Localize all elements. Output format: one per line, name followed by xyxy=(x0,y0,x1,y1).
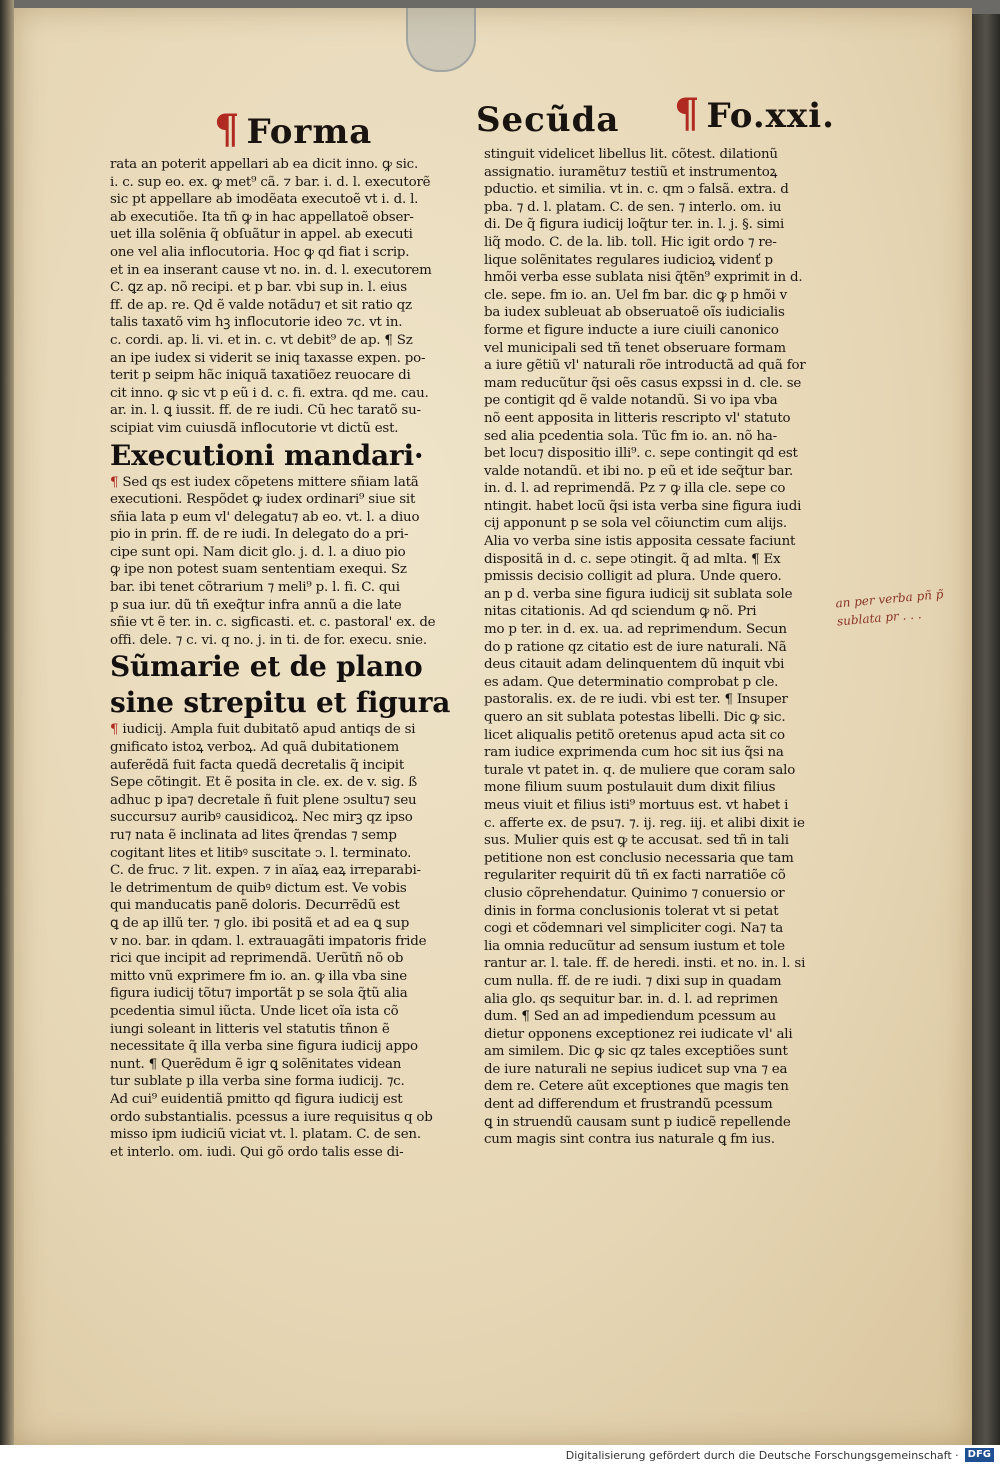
text-line: cit inno. ꝙ sic vt p eũ i d. c. fi. extra. qd me. cau. xyxy=(110,385,429,401)
text-line: executioni. Respõdet ꝙ iudex ordinari⁹ siue sit xyxy=(110,492,416,508)
text-line: C. ꝗz ap. nõ recipi. et p bar. vbi sup in. l. eius xyxy=(110,280,407,296)
text-line: pe contigit qd ẽ valde notandũ. Si vo ipa vba xyxy=(484,393,778,409)
text-line: Sepe cõtingit. Et ẽ posita in cle. ex. de v. sig. ß xyxy=(110,775,418,791)
text-line: Ad cui⁹ euidentiã pmitto qd figura iudicij est xyxy=(110,1091,403,1107)
text-line: alia glo. qs sequitur bar. in. d. l. ad reprimen xyxy=(484,991,778,1007)
text-line: et interlo. om. iudi. Qui gõ ordo talis esse di- xyxy=(110,1144,404,1160)
text-line: am similem. Dic ꝙ sic qz tales exceptiões sunt xyxy=(484,1044,788,1060)
text-line: sñie vt ẽ ter. in. c. sigficasti. et. c. pastoral' ex. de xyxy=(110,615,436,631)
text-line: turale vt patet in. q. de muliere que coram salo xyxy=(484,762,796,778)
footer-bar xyxy=(0,1445,1000,1465)
text-line: ꝗ in struendũ causam sunt p iudicẽ repellende xyxy=(484,1114,791,1130)
text-line: mitto vnũ exprimere fm io. an. ꝙ illa vba sine xyxy=(110,968,407,984)
pilcrow-icon: ¶ xyxy=(214,106,241,153)
running-head-middle: Secũda xyxy=(476,100,620,140)
text-line: de iure naturali ne sepius iudicet sup vna ⁊ ea xyxy=(484,1061,788,1077)
text-line: nitas citationis. Ad qd sciendum ꝙ nõ. Pri xyxy=(484,604,757,620)
text-line: vel municipali sed tñ tenet obseruare formam xyxy=(484,340,786,356)
text-line: rata an poterit appellari ab ea dicit inno. ꝙ sic. xyxy=(110,157,419,172)
running-head-left xyxy=(214,106,372,153)
folio-number-text: Fo.xxi. xyxy=(706,96,835,136)
book-spine-edge xyxy=(0,0,14,1445)
text-line: do p ratione qz citatio est de iure naturali. Nã xyxy=(484,639,787,655)
pilcrow-icon: ¶ xyxy=(110,474,119,490)
text-line: lia omnia reducũtur ad sensum iustum et tole xyxy=(484,938,785,954)
text-line: talis taxatõ vim hꝫ inflocutorie ideo ⁊c. vt in. xyxy=(110,315,403,331)
text-line: an p d. verba sine figura iudicij sit sublata sole xyxy=(484,586,793,602)
text-line: dent ad differendum et frustrandũ pcessum xyxy=(484,1097,773,1113)
left-column xyxy=(110,156,452,1161)
text-line: ba iudex subleuat ab obseruatoẽ oĩs iudicialis xyxy=(484,305,785,321)
text-line: et in ea inserant cause vt no. in. d. l. executorem xyxy=(110,262,432,278)
text-line: pductio. et similia. vt in. c. qm ↄ falsã. extra. d xyxy=(484,182,789,198)
dfg-logo: DFG xyxy=(965,1448,994,1462)
text-line: mone filium suum postulauit dum dixit filius xyxy=(484,780,776,796)
text-line: tur sublate p illa verba sine forma iudicij. ⁊c. xyxy=(110,1074,405,1090)
text-line: cogi et cõdemnari vel simpliciter cogi. Na⁊ ta xyxy=(484,921,784,937)
text-line: mo p ter. in d. ex. ua. ad reprimendum. Secun xyxy=(484,622,787,638)
text-line: iungi soleant in litteris vel statutis tñnon ẽ xyxy=(110,1021,390,1037)
text-line: meus viuit et filius isti⁹ mortuus est. vt habet i xyxy=(484,797,789,813)
text-line: ar. in. l. ꝗ iussit. ff. de re iudi. Cũ hec taratõ su- xyxy=(110,403,421,419)
text-line: dum. ¶ Sed an ad impediendum pcessum au xyxy=(484,1009,776,1025)
text-line: lique solẽnitates regulares iudicioꝝ videnť p xyxy=(484,252,773,268)
text-line: stinguit videlicet libellus lit. cõtest. dilationũ xyxy=(484,147,778,162)
text-line: licet aliqualis petitõ oretenus apud acta sit co xyxy=(484,727,785,743)
text-line: C. de fruc. ⁊ lit. expen. ⁊ in aïaꝝ eaꝝ irreparabi- xyxy=(110,863,421,879)
text-line: rici que incipit ad reprimendã. Uerũtñ nõ ob xyxy=(110,951,404,967)
text-line: succursu⁊ auribꝰ causidicoꝝ. Nec mirꝫ qz ipso xyxy=(110,810,413,826)
text-line: sed alia pcedentia sola. Tũc fm io. an. nõ ha- xyxy=(484,428,777,444)
text-line: c. cordi. ap. li. vi. et in. c. vt debit⁹ de ap. ¶ Sz xyxy=(110,332,413,348)
text-line: liq̃ modo. C. de la. lib. toll. Hic igit ordo ⁊ re- xyxy=(484,234,777,250)
pilcrow-icon: ¶ xyxy=(110,722,119,738)
manuscript-page xyxy=(14,8,972,1445)
book-fore-edge xyxy=(972,14,1000,1445)
text-line: ru⁊ nata ẽ inclinata ad lites q̃rendas ⁊ semp xyxy=(110,828,397,843)
text-line: a iure gẽtiũ vl' naturali rõe introductã ad quã for xyxy=(484,358,806,374)
text-line: misso ipm iudiciũ viciat vt. l. platam. C. de sen. xyxy=(110,1127,421,1143)
text-line: nunt. ¶ Querẽdum ẽ igr ꝗ solẽnitates videan xyxy=(110,1056,402,1072)
text-line: gnificato istoꝝ verboꝝ. Ad quã dubitationem xyxy=(110,740,399,756)
text-line: necessitate q̃ illa verba sine figura iudicij appo xyxy=(110,1039,418,1055)
text-line: hmõi verba esse sublata nisi q̃tẽn⁹ exprimit in d. xyxy=(484,270,803,286)
text-line: pio in prin. ff. de re iudi. In delegato do a pri- xyxy=(110,527,409,543)
marginal-annotation: an per verba pñ p̃ sublata pr . . . xyxy=(834,587,944,629)
text-line: figura iudicij tõtu⁊ importãt p se sola q̃tũ alia xyxy=(110,986,408,1002)
text-line: bar. ibi tenet cõtrarium ⁊ meli⁹ p. l. fi. C. qui xyxy=(110,580,400,596)
text-line: scipiat vim cuiusdã inflocutorie vt dictũ est. xyxy=(110,420,399,436)
left-column-block-a xyxy=(110,156,452,438)
text-line: i. c. sup eo. ex. ꝙ met⁹ cã. ⁊ bar. i. d. l. executorẽ xyxy=(110,174,431,190)
text-line: assignatio. iuramẽtu⁊ testiũ et instrumentoꝝ xyxy=(484,164,778,180)
text-line: le detrimentum de quibꝰ dictum est. Ve vobis xyxy=(110,880,407,896)
text-line: di. De q̃ figura iudicij loq̃tur ter. in. l. j. §. simi xyxy=(484,217,785,233)
text-line: sus. Mulier quis est ꝙ te accusat. sed tñ in tali xyxy=(484,833,789,849)
text-line: adhuc p ipa⁊ decretale ñ fuit plene ↄsultu⁊ seu xyxy=(110,792,417,808)
text-line: sñia lata p eum vl' delegatu⁊ ab eo. vt. l. a diuo xyxy=(110,509,420,525)
text-line: pba. ⁊ d. l. platam. C. de sen. ⁊ interlo. om. iu xyxy=(484,199,782,215)
text-line: cum nulla. ff. de re iudi. ⁊ dixi sup in quadam xyxy=(484,973,782,989)
text-line: ff. de ap. re. Qd ẽ valde notãdu⁊ et sit ratio qz xyxy=(110,297,412,313)
text-line: cle. sepe. fm io. an. Uel fm bar. dic ꝙ p hmõi v xyxy=(484,287,787,303)
left-column-block-b xyxy=(110,474,452,650)
text-line: ꝙ ipe non potest suam sententiam exequi. Sz xyxy=(110,562,407,578)
right-column xyxy=(484,146,822,1149)
text-line: pastoralis. ex. de re iudi. vbi est ter. ¶ Insuper xyxy=(484,692,788,708)
text-line: rantur ar. l. tale. ff. de heredi. insti. et no. in. l. si xyxy=(484,956,806,972)
text-line: quero an sit sublata potestas libelli. Dic ꝙ sic. xyxy=(484,710,786,725)
text-line: ¶ Sed qs est iudex cõpetens mittere sñiam latã xyxy=(110,474,419,490)
text-line: clusio cõprehendatur. Quinimo ⁊ conuersio or xyxy=(484,885,785,901)
text-line: dem re. Cetere aũt exceptiones que magis ten xyxy=(484,1079,789,1095)
text-line: c. afferte ex. de psu⁊. ⁊. ij. reg. iij. et alibi dixit ie xyxy=(484,815,805,831)
left-column-block-c xyxy=(110,721,452,1161)
text-line: cipe sunt opi. Nam dicit glo. j. d. l. a diuo pio xyxy=(110,544,406,560)
text-line: Alia vo verba sine istis apposita cessate faciunt xyxy=(484,534,796,550)
running-head-left-text: Forma xyxy=(246,112,373,152)
text-line: cij apponunt p se sola vel cõiunctim cum alijs. xyxy=(484,516,787,532)
text-line: petitione non est conclusio necessaria que tam xyxy=(484,850,794,866)
text-line: p sua iur. dũ tñ exeq̃tur infra annũ a die late xyxy=(110,597,402,613)
section-heading-summarie-1: Sũmarie et de plano xyxy=(110,650,423,684)
text-line: terit p seipm hãc iniquã taxatiõez reuocare di xyxy=(110,368,411,384)
text-line: forme et figure inducte a iure ciuili canonico xyxy=(484,322,779,338)
text-line: ram iudice exprimenda cum hoc sit ius q̃si na xyxy=(484,745,784,761)
text-line: in. d. l. ad reprimendã. Pz ⁊ ꝙ illa cle. sepe co xyxy=(484,481,786,497)
text-line: uet illa solẽnia q̃ obſuãtur in appel. ab executi xyxy=(110,227,413,243)
section-heading-execution: Executioni mandari· xyxy=(110,438,424,472)
text-line: nõ eent apposita in litteris rescripto vl' statuto xyxy=(484,410,791,426)
folio-number xyxy=(674,90,835,137)
text-line: pcedentia simul iũcta. Unde licet oĩa ista cõ xyxy=(110,1003,399,1019)
text-line: auferẽdã fuit facta quedã decretalis q̃ incipit xyxy=(110,757,405,773)
section-heading-summarie-2: sine strepitu et figura xyxy=(110,686,451,720)
text-line: ꝗ de ap illũ ter. ⁊ glo. ibi positã et ad ea ꝗ sup xyxy=(110,915,410,931)
text-line: regulariter requirit dũ tñ ex facti narratiõe cõ xyxy=(484,868,786,884)
text-line: dietur opponens exceptionez rei iudicate vl' ali xyxy=(484,1026,793,1042)
text-line: dinis in forma conclusionis tolerat vt si petat xyxy=(484,903,779,919)
text-line: es adam. Que determinatio comprobat p cle. xyxy=(484,674,779,690)
text-line: valde notandũ. et ibi no. p eũ et ide seq̃tur bar. xyxy=(484,463,794,479)
funding-notice: Digitalisierung gefördert durch die Deutsche Forschungsgemeinschaft · xyxy=(565,1448,959,1462)
text-line: cogitant lites et litibꝰ suscitate ↄ. l. terminato. xyxy=(110,845,412,861)
text-line: an ipe iudex si viderit se iniq taxasse expen. po- xyxy=(110,350,426,366)
text-line: ab executiõe. Ita tñ ꝙ in hac appellatoẽ obser- xyxy=(110,209,414,225)
text-line: cum magis sint contra ius naturale ꝗ fm ius. xyxy=(484,1132,775,1148)
text-line: ntingit. habet locũ q̃si ista verba sine figura iudi xyxy=(484,498,802,514)
text-line: deus citauit adam delinquentem dũ inquit vbi xyxy=(484,657,785,673)
text-line: pmissis decisio colligit ad plura. Unde quero. xyxy=(484,569,782,585)
text-line: one vel alia inflocutoria. Hoc ꝙ qd fiat i scrip. xyxy=(110,244,410,260)
text-line: v no. bar. in qdam. l. extrauagãti impatoris fride xyxy=(110,933,427,949)
text-line: ordo substantialis. pcessus a iure requisitus q ob xyxy=(110,1109,433,1125)
text-line: ¶ iudicij. Ampla fuit dubitatõ apud antiqs de si xyxy=(110,722,416,738)
text-line: offi. dele. ⁊ c. vi. q no. j. in ti. de for. execu. snie. xyxy=(110,632,427,648)
pilcrow-icon: ¶ xyxy=(674,90,701,137)
page-clip xyxy=(406,8,476,72)
text-line: sic pt appellare ab imodẽata executoẽ vt i. d. l. xyxy=(110,192,419,208)
text-line: dispositã in d. c. sepe ↄtingit. q̃ ad mlta. ¶ Ex xyxy=(484,551,781,567)
text-line: mam reducũtur q̃si oẽs casus expssi in d. cle. se xyxy=(484,375,802,391)
text-line: bet locu⁊ dispositio illi⁹. c. sepe contingit qd est xyxy=(484,446,798,462)
text-line: qui manducatis panẽ doloris. Decurrẽdũ est xyxy=(110,898,400,914)
